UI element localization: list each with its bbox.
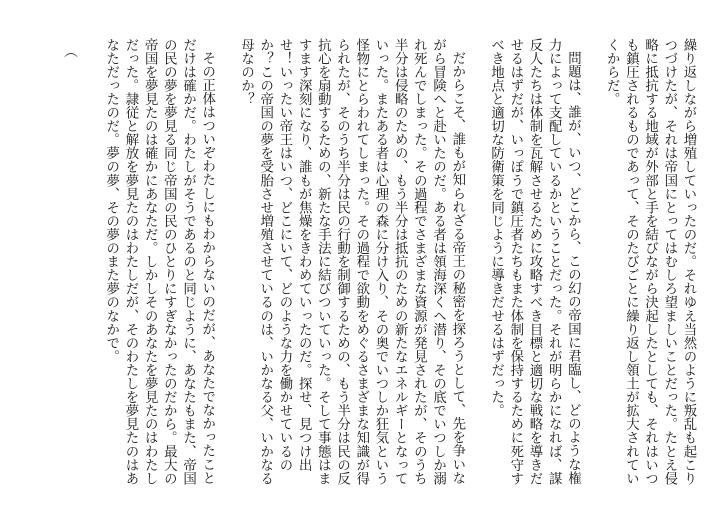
blank-line [582,38,602,496]
paragraph-2: 問題は、誰が、いつ、どこから、この幻の帝国に君臨し、どのような権力によって支配しているかということだった。それが明らかになれば、謀反人たちは体制を瓦解させるために攻略すべき目標と適切な戦略を導きだせるはずだが、いっぽうで鎮圧者たちもまた体制を保持するために死守すべき地点と適切な防衛策を同じように導きだせるはずだった。 [488,38,581,486]
paragraph-4: その正体はついぞわたしにもわからないのだが、あなたでなかったことだけは確かだ。わたしがそうであるのと同じように、あなたもまた、帝国の民の夢を夢見る同じ帝国の民のひとりにすぎなかったのだから。最大の帝国を夢見たのは確かにあなただ。しかしそのあなたを夢見たのはわたしだった。隷従と解放を夢見たのはわたしだが、そのわたしを夢見たのはあなただったのだ。夢の夢、その夢のまた夢のなかで。 [103,38,215,486]
paragraph-1: 繰り返しながら増殖していったのだ。それゆえ当然のように叛乱も起こりつづけたが、それは帝国にとってはむしろ望ましいことだった。たとえ侵略に抵抗する地域が外部と手を結びながら決起したとしても、それはいつも鎮圧されるものであって、そのたびごとに繰り返し領土が拡大されていくからだ。 [604,38,696,486]
paragraph-3: だからこそ、誰もが知られざる帝王の秘密を探ろうとして、先を争いながら冒険へと赴いたのだ。ある者は領海深くへ潜り、その底でいつしか溺れ死んでしまった。その過程でさまざまな資源が発見されたが、そのうち半分は侵略のための、もう半分は抵抗のための新たなエネルギーとなっていった。またある者は心理の森に分け入り、その奥でいつしか狂気という怪物にとらわれてしまった。その過程で欲動をめぐるさまざまな知識が得られたが、そのうち半分は民の行動を制御するための、もう半分は民の反抗心を扇動するための、新たな手法に結びついていった。そして事態はますます深刻になり、誰もが焦燥をきわめていったのだ。探せ、見つけ出せ！いったい帝王はいつ、どこにいて、どのような力を働かせているのか？この帝国の夢を受胎させ増殖させているのは、いかなる父、いかなる母なのか？ [238,38,465,486]
vertical-text-body [58,38,698,496]
blank-line [467,38,487,496]
page-mark: （ [62,44,78,58]
blank-line [217,38,237,496]
